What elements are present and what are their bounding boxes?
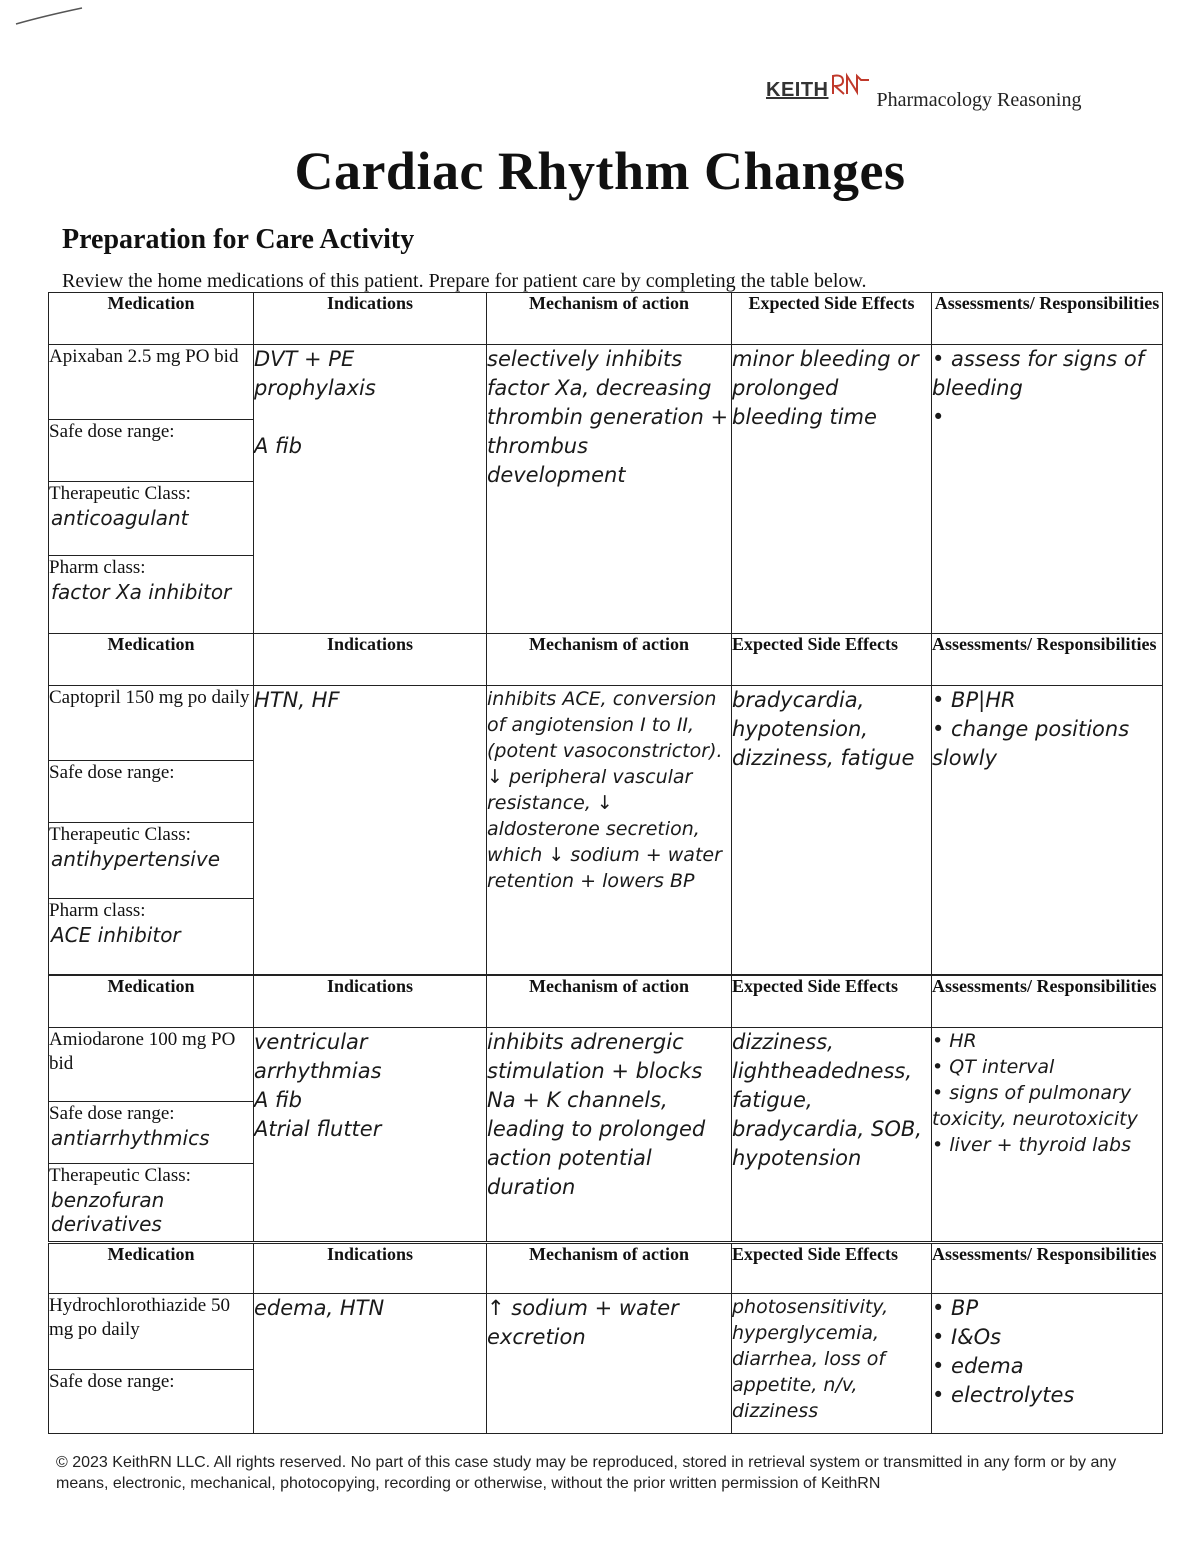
col-header-indications: Indications: [254, 293, 487, 345]
scan-mark: [14, 6, 84, 28]
col-header-assessments: Assessments/ Responsibilities: [932, 293, 1163, 345]
indications-cell: ventricular arrhythmias A fib Atrial flutter: [254, 1028, 487, 1242]
therapeutic-class-label: Therapeutic Class:: [49, 1165, 191, 1186]
therapeutic-class-label: Therapeutic Class:: [49, 824, 191, 845]
col-header-medication: Medication: [49, 976, 254, 1028]
logo-text: KEITH: [766, 79, 829, 101]
mechanism-cell: selectively inhibits factor Xa, decreasing thrombin generation + thrombus development: [487, 345, 732, 634]
therapeutic-class-cell: [49, 482, 254, 556]
pharm-class-cell: [49, 899, 254, 975]
indications-cell: HTN, HF: [254, 686, 487, 975]
mechanism-cell: inhibits adrenergic stimulation + blocks Na + K channels, leading to prolonged action potential duration: [487, 1028, 732, 1242]
safe-dose-cell: [49, 761, 254, 823]
col-header-mechanism: Mechanism of action: [487, 976, 732, 1028]
indications-cell: DVT + PE prophylaxis A fib: [254, 345, 487, 634]
side-effects-cell: bradycardia, hypotension, dizziness, fatigue: [732, 686, 932, 975]
keithrn-logo: [766, 72, 1082, 111]
col-header-side-effects: Expected Side Effects: [732, 634, 932, 686]
pharm-class-label: Pharm class:: [49, 900, 146, 921]
indications-cell: edema, HTN: [254, 1294, 487, 1434]
section-heading: Preparation for Care Activity: [62, 224, 415, 255]
rn-logo-mark: [831, 72, 871, 96]
side-effects-cell: dizziness, lightheadedness, fatigue, bradycardia, SOB, hypotension: [732, 1028, 932, 1242]
header-subtitle: Pharmacology Reasoning: [876, 89, 1082, 111]
assessments-cell: • BP • I&Os • edema • electrolytes: [932, 1294, 1163, 1434]
page-title: Cardiac Rhythm Changes: [294, 141, 906, 201]
col-header-side-effects: Expected Side Effects: [732, 1244, 932, 1294]
therapeutic-class-label: Therapeutic Class:: [49, 483, 191, 504]
col-header-indications: Indications: [254, 976, 487, 1028]
medication-table-apixaban: [48, 292, 1163, 634]
medication-table-amiodarone: [48, 975, 1163, 1242]
pharm-class-value: ACE inhibitor: [51, 923, 181, 947]
safe-dose-cell: [49, 1102, 254, 1164]
therapeutic-class-cell: [49, 823, 254, 899]
copyright-footer: © 2023 KeithRN LLC. All rights reserved. No part of this case study may be reproduced, stored in retrieval system or transmitted in any form or by any means, electronic, mechanical, photocopying, recording or otherwise, without the prior written permission of KeithRN: [56, 1454, 1117, 1492]
therapeutic-class-value: benzofuran derivatives: [51, 1188, 165, 1236]
col-header-medication: Medication: [49, 634, 254, 686]
safe-dose-cell: [49, 1370, 254, 1434]
col-header-medication: Medication: [49, 293, 254, 345]
safe-dose-label: Safe dose range:: [49, 1103, 175, 1124]
col-header-assessments: Assessments/ Responsibilities: [932, 976, 1163, 1028]
col-header-assessments: Assessments/ Responsibilities: [932, 1244, 1163, 1294]
col-header-mechanism: Mechanism of action: [487, 1244, 732, 1294]
mechanism-cell: inhibits ACE, conversion of angiotension I to II, (potent vasoconstrictor). ↓ peripheral vascular resistance, ↓ aldosterone secretion, which ↓ sodium + water retention + lowers BP: [487, 686, 732, 975]
medication-table-captopril: [48, 633, 1163, 975]
mechanism-cell: ↑ sodium + water excretion: [487, 1294, 732, 1434]
col-header-assessments: Assessments/ Responsibilities: [932, 634, 1163, 686]
safe-dose-label: Safe dose range:: [49, 421, 175, 442]
medication-name: Amiodarone 100 mg PO bid: [49, 1028, 254, 1102]
safe-dose-label: Safe dose range:: [49, 762, 175, 783]
pharm-class-cell: [49, 556, 254, 634]
assessments-cell: • HR • QT interval • signs of pulmonary toxicity, neurotoxicity • liver + thyroid labs: [932, 1028, 1163, 1242]
medication-table-hydrochlorothiazide: [48, 1243, 1163, 1434]
medication-name: Hydrochlorothiazide 50 mg po daily: [49, 1294, 254, 1370]
side-effects-cell: photosensitivity, hyperglycemia, diarrhea, loss of appetite, n/v, dizziness: [732, 1294, 932, 1434]
side-effects-cell: minor bleeding or prolonged bleeding time: [732, 345, 932, 634]
col-header-mechanism: Mechanism of action: [487, 293, 732, 345]
assessments-cell: • assess for signs of bleeding •: [932, 345, 1163, 634]
col-header-mechanism: Mechanism of action: [487, 634, 732, 686]
medication-name: Apixaban 2.5 mg PO bid: [49, 345, 254, 420]
safe-dose-cell: [49, 420, 254, 482]
safe-dose-label: Safe dose range:: [49, 1371, 175, 1392]
pharm-class-label: Pharm class:: [49, 557, 146, 578]
safe-dose-value: antiarrhythmics: [51, 1126, 210, 1150]
col-header-indications: Indications: [254, 1244, 487, 1294]
instructions: Review the home medications of this patient. Prepare for patient care by completing the table below.: [62, 270, 867, 292]
col-header-indications: Indications: [254, 634, 487, 686]
pharm-class-value: factor Xa inhibitor: [51, 580, 232, 604]
col-header-medication: Medication: [49, 1244, 254, 1294]
medication-name: Captopril 150 mg po daily: [49, 686, 254, 761]
therapeutic-class-value: antihypertensive: [51, 847, 221, 871]
col-header-side-effects: Expected Side Effects: [732, 293, 932, 345]
col-header-side-effects: Expected Side Effects: [732, 976, 932, 1028]
assessments-cell: • BP|HR • change positions slowly: [932, 686, 1163, 975]
therapeutic-class-cell: [49, 1164, 254, 1242]
therapeutic-class-value: anticoagulant: [51, 506, 189, 530]
